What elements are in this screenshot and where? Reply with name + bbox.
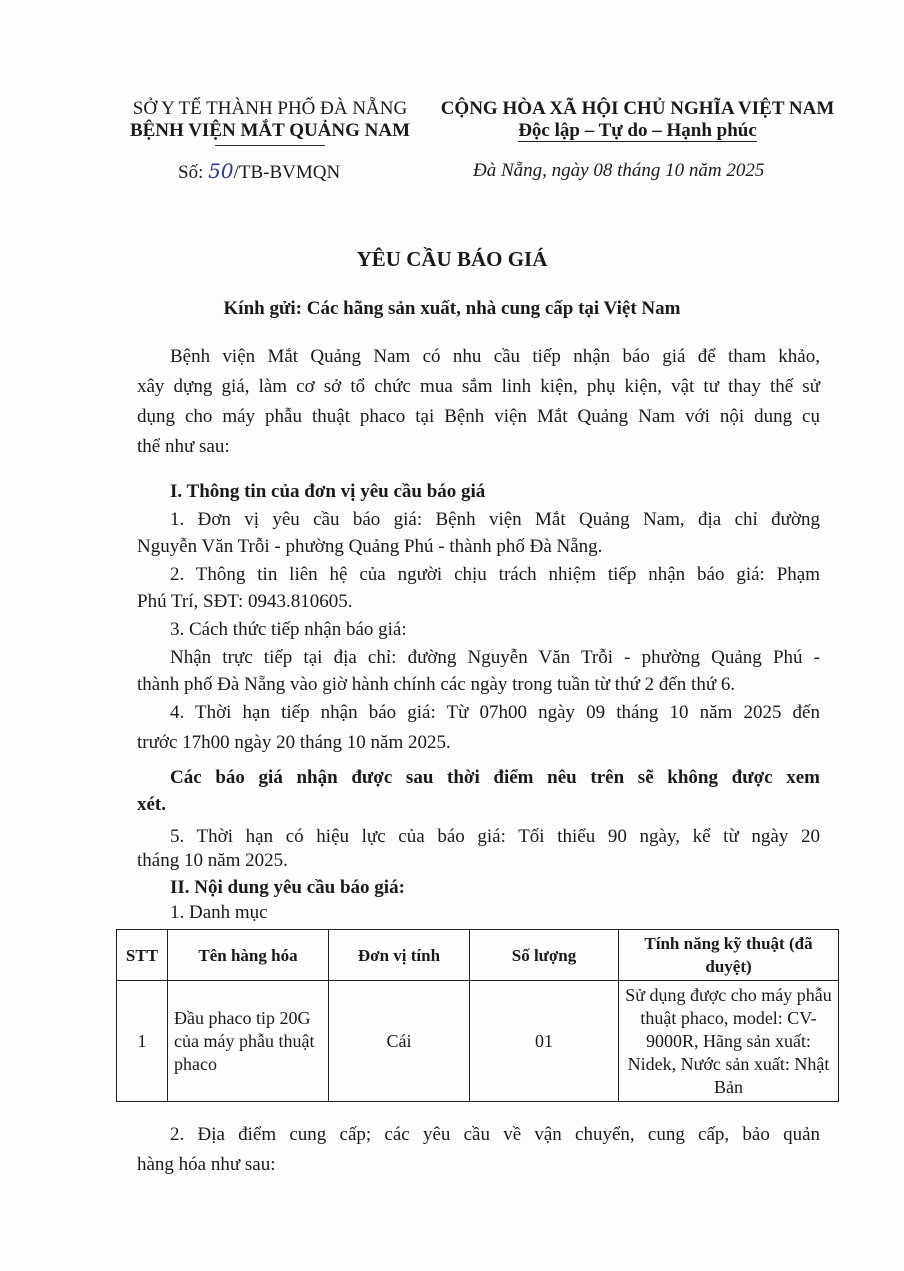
header-stt: STT: [117, 930, 168, 981]
item5-line: 5. Thời hạn có hiệu lực của báo giá: Tối thiểu 90 ngày, kể từ ngày 20: [170, 826, 820, 847]
hospital-name: BỆNH VIỆN MẮT QUẢNG NAM: [129, 120, 411, 141]
item1-line: Nguyễn Văn Trỗi - phường Quảng Phú - thành phố Đà Nẵng.: [137, 536, 603, 557]
cell-quantity: 01: [470, 981, 619, 1102]
warning-line: Các báo giá nhận được sau thời điểm nêu trên sẽ không được xem: [170, 767, 820, 788]
sub2-line: 2. Địa điểm cung cấp; các yêu cầu về vận chuyển, cung cấp, bảo quản: [170, 1124, 820, 1145]
divider: [215, 145, 325, 146]
table-header-row: [117, 930, 839, 981]
intro-line: thể như sau:: [137, 436, 230, 457]
document-title: YÊU CẦU BÁO GIÁ: [356, 247, 548, 271]
handwritten-number: 50: [208, 159, 234, 183]
section2-sub1: 1. Danh mục: [170, 902, 268, 923]
doc-number-prefix: Số:: [178, 162, 209, 183]
intro-line: Bệnh viện Mắt Quảng Nam có nhu cầu tiếp nhận báo giá để tham khảo,: [170, 346, 820, 367]
document-date: Đà Nẵng, ngày 08 tháng 10 năm 2025: [473, 160, 765, 181]
sub2-line: hàng hóa như sau:: [137, 1154, 276, 1175]
cell-specs: Sử dụng được cho máy phẫu thuật phaco, model: CV-9000R, Hãng sản xuất: Nidek, Nước sản xuất: Nhật Bản: [619, 981, 839, 1102]
cell-stt: 1: [117, 981, 168, 1102]
item3-line: 3. Cách thức tiếp nhận báo giá:: [170, 619, 407, 640]
doc-number: [178, 160, 340, 184]
item4-line: 4. Thời hạn tiếp nhận báo giá: Từ 07h00 ngày 09 tháng 10 năm 2025 đến: [170, 702, 820, 723]
header-name: Tên hàng hóa: [168, 930, 329, 981]
item2-line: 2. Thông tin liên hệ của người chịu trách nhiệm tiếp nhận báo giá: Phạm: [170, 564, 820, 585]
cell-unit: Cái: [329, 981, 470, 1102]
item4-line: trước 17h00 ngày 20 tháng 10 năm 2025.: [137, 732, 451, 753]
header-quantity: Số lượng: [470, 930, 619, 981]
item3-detail-line: thành phố Đà Nẵng vào giờ hành chính các ngày trong tuần từ thứ 2 đến thứ 6.: [137, 674, 736, 695]
item5-line: tháng 10 năm 2025.: [137, 850, 288, 871]
item3-detail-line: Nhận trực tiếp tại địa chỉ: đường Nguyễn Văn Trỗi - phường Quảng Phú -: [170, 647, 820, 668]
section2-heading: II. Nội dung yêu cầu báo giá:: [170, 877, 405, 898]
cell-name: Đầu phaco tip 20G của máy phẫu thuật phaco: [168, 981, 329, 1102]
table-row: [117, 981, 839, 1102]
section1-heading: I. Thông tin của đơn vị yêu cầu báo giá: [170, 481, 486, 502]
agency-name: SỞ Y TẾ THÀNH PHỐ ĐÀ NẴNG: [132, 98, 408, 119]
intro-line: xây dựng giá, làm cơ sở tổ chức mua sắm linh kiện, phụ kiện, vật tư thay thế sử: [137, 376, 820, 397]
header-unit: Đơn vị tính: [329, 930, 470, 981]
national-motto: [425, 120, 850, 142]
intro-line: dụng cho máy phẫu thuật phaco tại Bệnh viện Mắt Quảng Nam với nội dung cụ: [137, 406, 820, 427]
warning-line: xét.: [137, 794, 167, 815]
item2-line: Phú Trí, SĐT: 0943.810605.: [137, 591, 353, 612]
national-title: CỘNG HÒA XÃ HỘI CHỦ NGHĨA VIỆT NAM: [440, 98, 835, 119]
goods-table: [116, 929, 839, 1102]
motto-text: Độc lập – Tự do – Hạnh phúc: [518, 120, 757, 141]
doc-number-suffix: /TB-BVMQN: [233, 162, 341, 183]
item1-line: 1. Đơn vị yêu cầu báo giá: Bệnh viện Mắt Quảng Nam, địa chỉ đường: [170, 509, 820, 530]
recipient: Kính gửi: Các hãng sản xuất, nhà cung cấp tại Việt Nam: [223, 298, 681, 319]
header-specs: Tính năng kỹ thuật (đã duyệt): [619, 930, 839, 981]
